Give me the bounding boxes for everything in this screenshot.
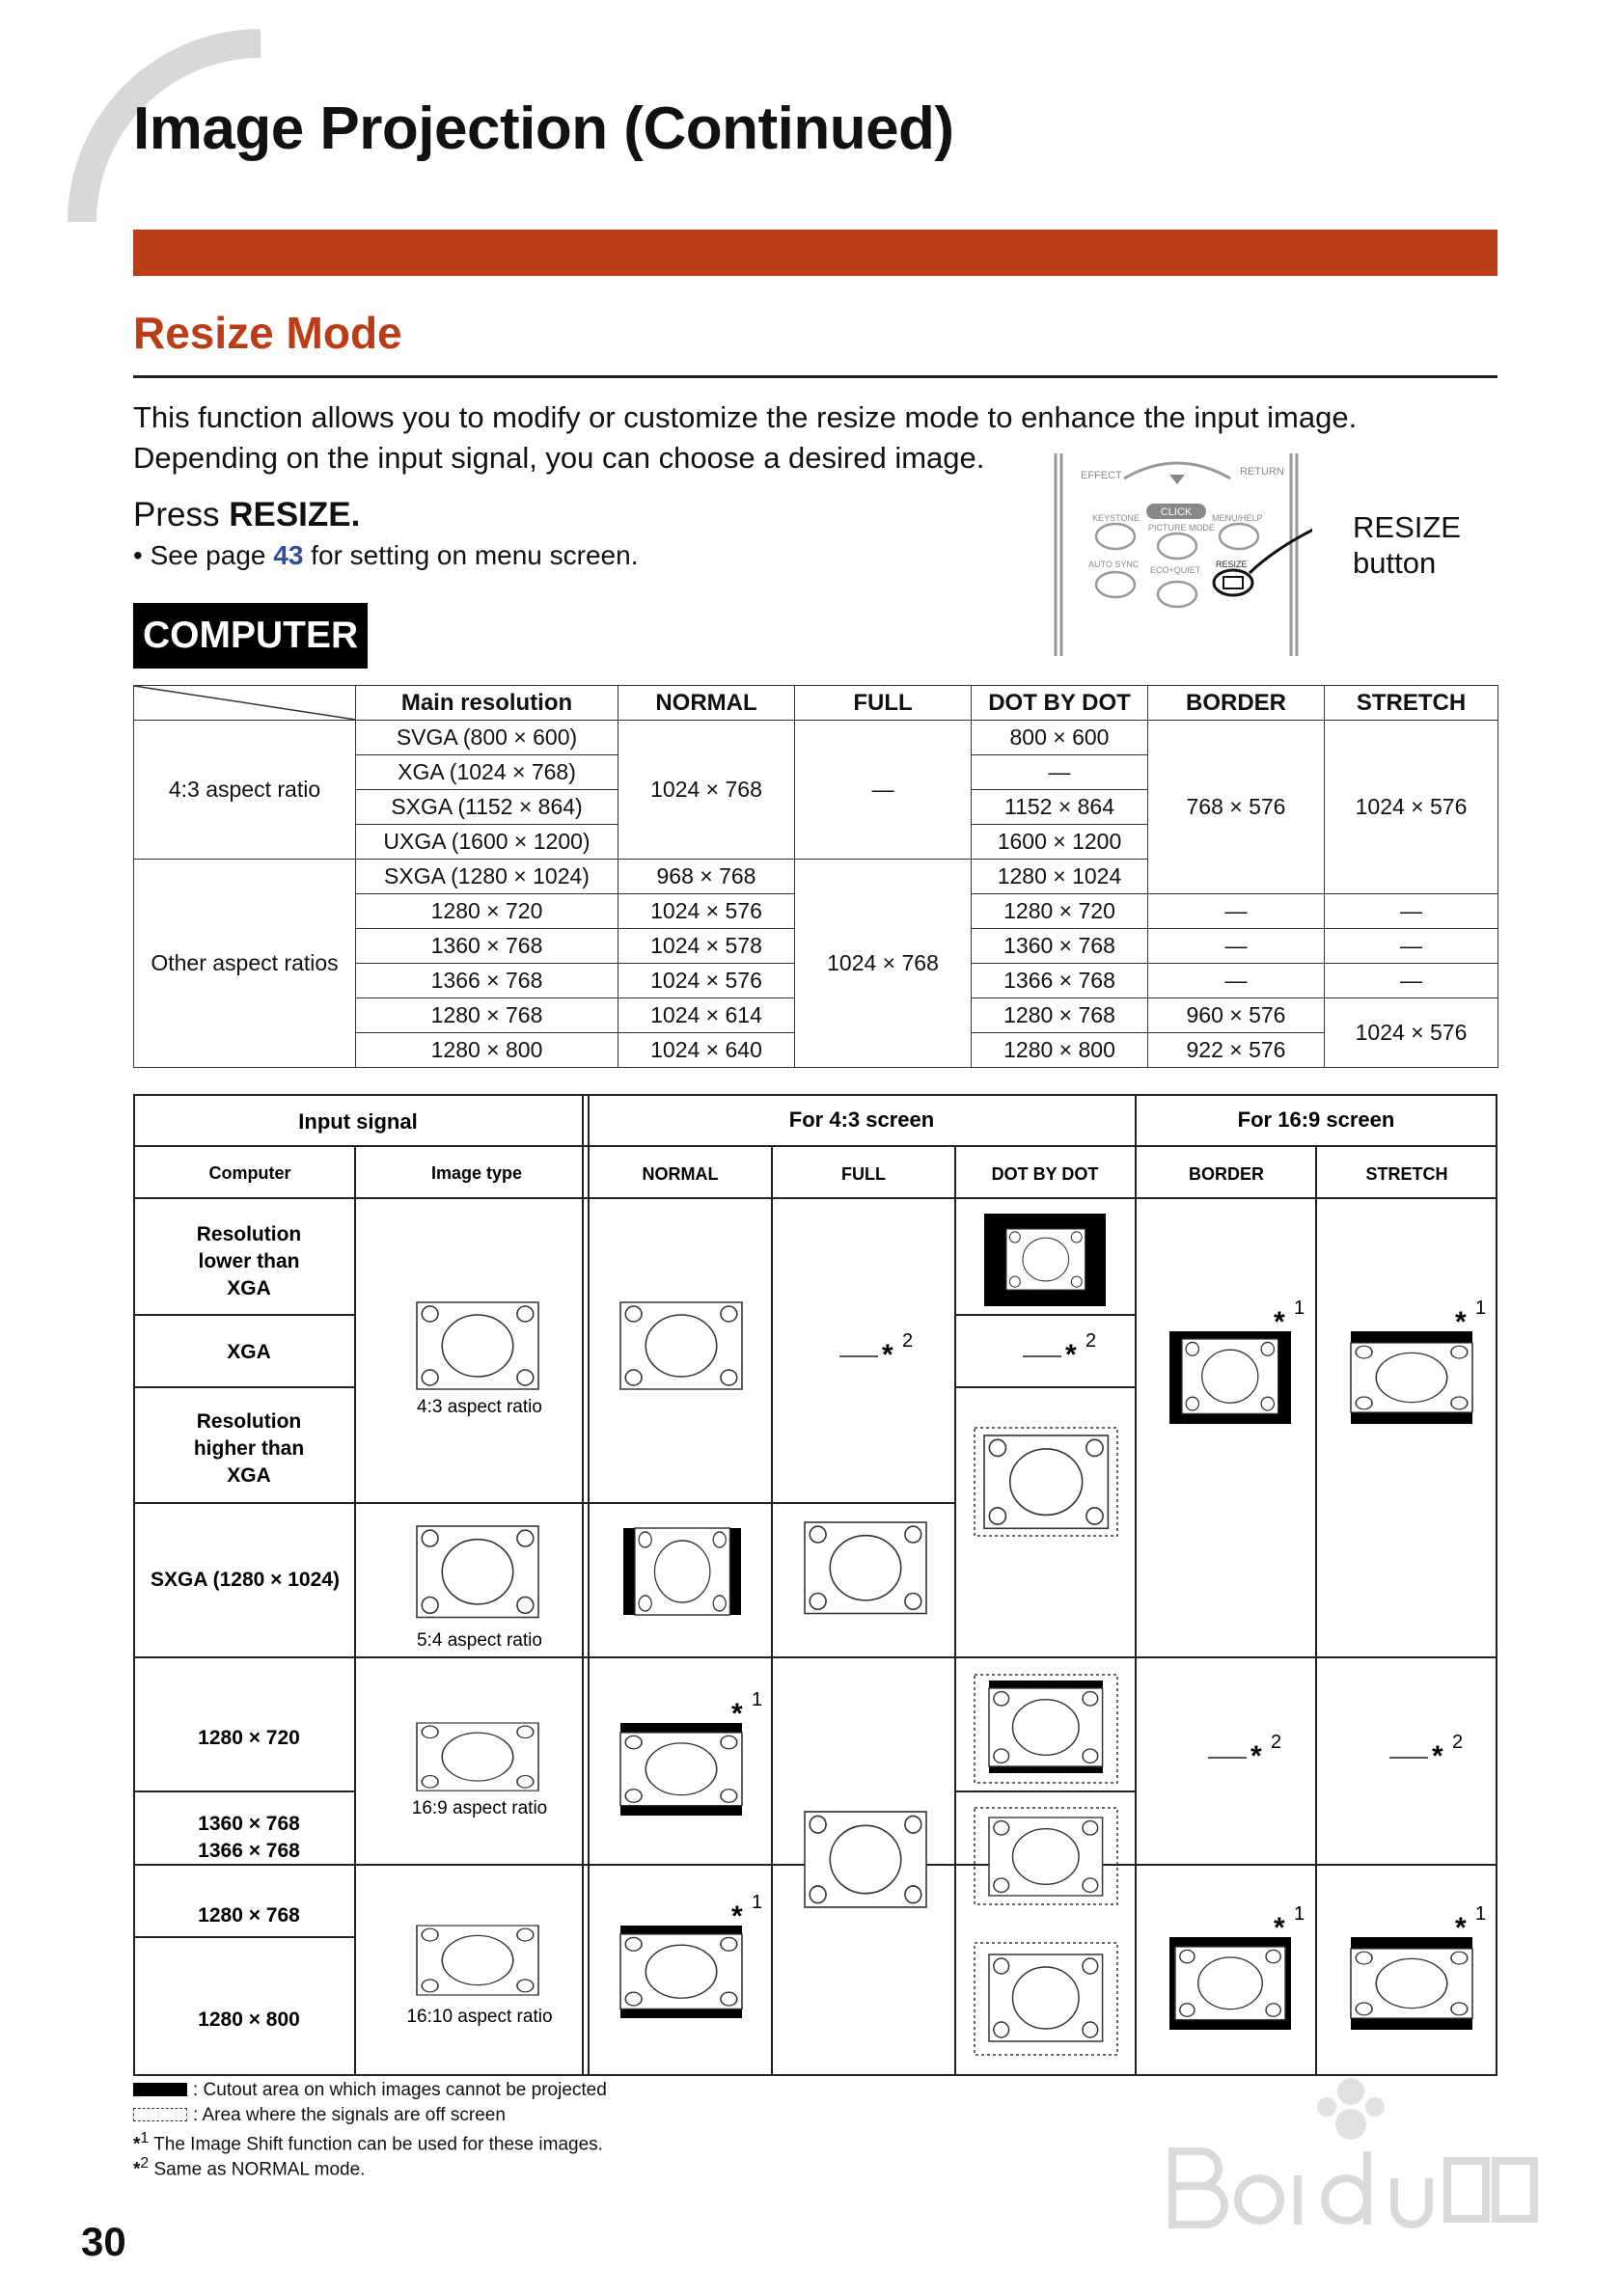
- svg-text:*: *: [1065, 1339, 1077, 1371]
- svg-text:Image type: Image type: [430, 1163, 523, 1183]
- table-cell: —: [795, 721, 972, 860]
- svg-text:*: *: [1455, 1306, 1467, 1338]
- table-cell: 1024 × 578: [618, 929, 795, 964]
- table-cell: SVGA (800 × 600): [356, 721, 618, 755]
- resize-button-caption: RESIZE button: [1353, 510, 1461, 580]
- svg-text:1280 × 768: 1280 × 768: [198, 1904, 300, 1927]
- svg-text:1: 1: [752, 1689, 763, 1710]
- svg-text:Computer: Computer: [208, 1163, 291, 1183]
- svg-text:*: *: [731, 1900, 743, 1932]
- table-cell: 1600 × 1200: [972, 825, 1148, 860]
- col-normal: NORMAL: [618, 686, 795, 721]
- legend-offscreen: : Area where the signals are off screen: [133, 2105, 506, 2126]
- table-cell: 1280 × 800: [356, 1033, 618, 1068]
- page-number: 30: [81, 2219, 126, 2264]
- svg-text:PICTURE MODE: PICTURE MODE: [1148, 523, 1216, 533]
- svg-text:1366 × 768: 1366 × 768: [198, 1840, 300, 1862]
- svg-text:1: 1: [1294, 1903, 1305, 1925]
- svg-text:Input signal: Input signal: [298, 1109, 418, 1134]
- see-page-note: • See page 43 for setting on menu screen.: [133, 540, 639, 570]
- table-cell: 1024 × 576: [618, 964, 795, 998]
- table-cell: 1360 × 768: [356, 929, 618, 964]
- svg-text:2: 2: [1271, 1732, 1282, 1753]
- table-cell: 1024 × 576: [1325, 721, 1498, 894]
- table-cell: —: [1325, 964, 1498, 998]
- table-cell: 1366 × 768: [356, 964, 618, 998]
- table-cell: 968 × 768: [618, 860, 795, 894]
- svg-text:*: *: [731, 1698, 743, 1730]
- col-border: BORDER: [1148, 686, 1325, 721]
- table-cell: —: [1148, 929, 1325, 964]
- table-cell: —: [1325, 894, 1498, 929]
- svg-text:1: 1: [1294, 1298, 1305, 1319]
- svg-text:ECO+QUIET: ECO+QUIET: [1150, 565, 1201, 575]
- page-title: Image Projection (Continued): [133, 96, 954, 162]
- svg-text:2: 2: [1452, 1732, 1464, 1753]
- svg-text:*: *: [1274, 1912, 1285, 1944]
- svg-text:Resolution: Resolution: [196, 1410, 302, 1433]
- svg-text:1360 × 768: 1360 × 768: [198, 1813, 300, 1835]
- col-stretch: STRETCH: [1325, 686, 1498, 721]
- title-bar: [133, 230, 1497, 276]
- remote-illustration: [1042, 453, 1312, 656]
- svg-text:1: 1: [1475, 1298, 1487, 1319]
- group-other: Other aspect ratios: [134, 860, 356, 1068]
- svg-text:MENU/HELP: MENU/HELP: [1212, 513, 1263, 523]
- svg-text:1280 × 800: 1280 × 800: [198, 2009, 300, 2031]
- svg-text:2: 2: [902, 1330, 914, 1352]
- table-cell: 800 × 600: [972, 721, 1148, 755]
- svg-text:RESIZE: RESIZE: [1216, 560, 1248, 569]
- svg-text:NORMAL: NORMAL: [642, 1164, 719, 1184]
- svg-text:higher than: higher than: [193, 1437, 305, 1460]
- intro-paragraph: This function allows you to modify or customize the resize mode to enhance the input image. Depending on the input signal, you can choose a desired image.: [133, 400, 1358, 475]
- table-cell: 1024 × 576: [1325, 998, 1498, 1068]
- legend-note1: *$^1$ The Image Shift function can be used for these images.: [133, 2130, 603, 2155]
- table-cell: 1280 × 720: [972, 894, 1148, 929]
- watermark-logo: [1153, 2064, 1549, 2248]
- svg-text:16:9 aspect ratio: 16:9 aspect ratio: [411, 1798, 548, 1818]
- table-cell: —: [1148, 894, 1325, 929]
- col-full: FULL: [795, 686, 972, 721]
- svg-text:*: *: [1432, 1740, 1443, 1772]
- svg-text:XGA: XGA: [227, 1464, 271, 1487]
- section-title: Resize Mode: [133, 308, 402, 358]
- svg-text:RETURN: RETURN: [1240, 466, 1284, 478]
- table-cell: 922 × 576: [1148, 1033, 1325, 1068]
- svg-text:*: *: [1250, 1740, 1262, 1772]
- table-cell: 1360 × 768: [972, 929, 1148, 964]
- table-cell: 1280 × 720: [356, 894, 618, 929]
- table-cell: XGA (1024 × 768): [356, 755, 618, 790]
- svg-text:5:4 aspect ratio: 5:4 aspect ratio: [417, 1630, 542, 1651]
- svg-text:lower than: lower than: [198, 1250, 300, 1272]
- offscreen-swatch: [133, 2108, 187, 2121]
- svg-text:FULL: FULL: [841, 1164, 886, 1184]
- col-dot-by-dot: DOT BY DOT: [972, 686, 1148, 721]
- table-cell: —: [972, 755, 1148, 790]
- svg-text:STRETCH: STRETCH: [1365, 1164, 1448, 1184]
- svg-text:4:3 aspect ratio: 4:3 aspect ratio: [417, 1397, 542, 1417]
- table-cell: —: [1325, 929, 1498, 964]
- table-cell: 1366 × 768: [972, 964, 1148, 998]
- table-cell: 1024 × 768: [795, 860, 972, 1068]
- resolution-table: [133, 685, 1498, 1068]
- computer-label: COMPUTER: [133, 603, 368, 669]
- svg-text:CLICK: CLICK: [1160, 506, 1193, 518]
- svg-text:DOT BY DOT: DOT BY DOT: [991, 1164, 1099, 1184]
- section-rule: [133, 375, 1497, 378]
- svg-text:Resolution: Resolution: [196, 1223, 302, 1245]
- svg-text:BORDER: BORDER: [1188, 1164, 1265, 1184]
- svg-text:For 4:3 screen: For 4:3 screen: [788, 1107, 935, 1132]
- table-cell: 1024 × 614: [618, 998, 795, 1033]
- corner-cell: [134, 686, 356, 721]
- table-cell: 1280 × 768: [356, 998, 618, 1033]
- svg-text:EFFECT: EFFECT: [1081, 470, 1122, 481]
- legend-note2: *$^2$ Same as NORMAL mode.: [133, 2155, 366, 2180]
- table-cell: 768 × 576: [1148, 721, 1325, 894]
- svg-text:1: 1: [752, 1892, 763, 1913]
- svg-text:*: *: [1274, 1306, 1285, 1338]
- group-4-3: 4:3 aspect ratio: [134, 721, 356, 860]
- down-arrow-icon: [1169, 475, 1185, 484]
- table-cell: 1280 × 1024: [972, 860, 1148, 894]
- svg-text:1280 × 720: 1280 × 720: [198, 1727, 300, 1749]
- svg-text:SXGA (1280 × 1024): SXGA (1280 × 1024): [151, 1569, 340, 1591]
- table-cell: SXGA (1280 × 1024): [356, 860, 618, 894]
- cutout-swatch: [133, 2083, 187, 2096]
- page-link[interactable]: 43: [273, 540, 304, 570]
- svg-text:XGA: XGA: [227, 1277, 271, 1299]
- table-cell: SXGA (1152 × 864): [356, 790, 618, 825]
- svg-text:2: 2: [1085, 1330, 1097, 1352]
- legend-cutout: : Cutout area on which images cannot be projected: [133, 2080, 607, 2101]
- table-cell: 1024 × 576: [618, 894, 795, 929]
- svg-text:AUTO SYNC: AUTO SYNC: [1088, 560, 1140, 569]
- table-cell: 1024 × 768: [618, 721, 795, 860]
- table-cell: 1280 × 800: [972, 1033, 1148, 1068]
- press-instruction: Press RESIZE.: [133, 496, 361, 533]
- svg-text:1: 1: [1475, 1903, 1487, 1925]
- svg-text:*: *: [1455, 1912, 1467, 1944]
- resize-button-icon[interactable]: [1214, 570, 1252, 595]
- table-cell: UXGA (1600 × 1200): [356, 825, 618, 860]
- svg-text:KEYSTONE: KEYSTONE: [1092, 513, 1140, 523]
- svg-text:16:10 aspect ratio: 16:10 aspect ratio: [406, 2007, 553, 2027]
- svg-text:XGA: XGA: [227, 1341, 271, 1363]
- svg-text:*: *: [882, 1339, 893, 1371]
- table-cell: 960 × 576: [1148, 998, 1325, 1033]
- table-cell: 1024 × 640: [618, 1033, 795, 1068]
- table-cell: 1152 × 864: [972, 790, 1148, 825]
- col-main-resolution: Main resolution: [356, 686, 618, 721]
- signal-table: [133, 1094, 1497, 2076]
- svg-text:For 16:9 screen: For 16:9 screen: [1237, 1107, 1395, 1132]
- table-cell: 1280 × 768: [972, 998, 1148, 1033]
- table-cell: —: [1148, 964, 1325, 998]
